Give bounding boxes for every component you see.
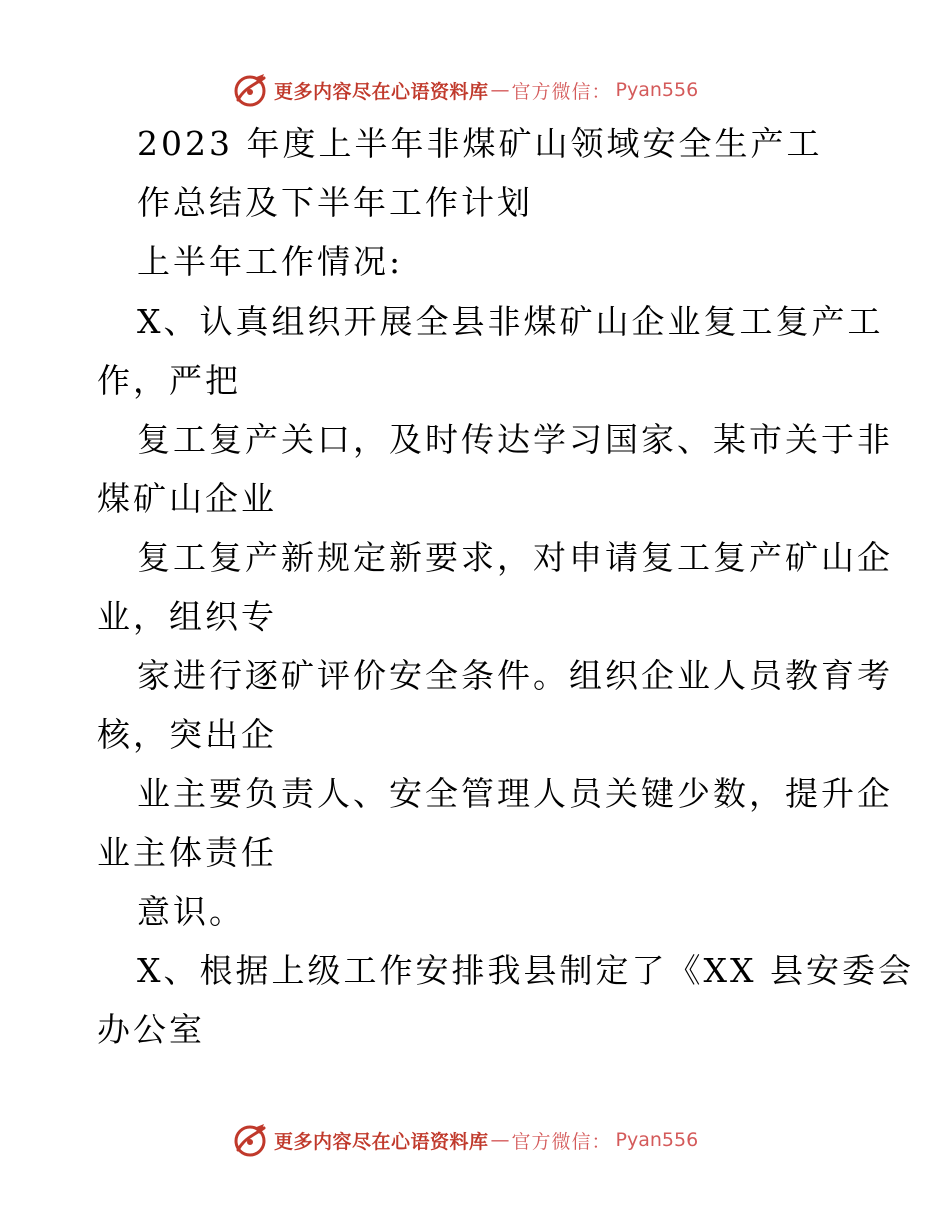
section-heading: 上半年工作情况:	[137, 242, 404, 281]
paragraph-line: 作，严把	[97, 361, 241, 400]
wechat-id: Pyan556	[615, 1129, 699, 1151]
brand-text: 更多内容尽在心语资料库	[274, 80, 489, 103]
paragraph-line: 业主要负责人、安全管理人员关键少数，提升企	[137, 774, 893, 813]
footer-banner	[230, 1120, 698, 1160]
brand-text: 更多内容尽在心语资料库	[274, 1130, 489, 1153]
paragraph-line: 办公室	[97, 1010, 205, 1049]
banner-dash: —	[490, 1129, 510, 1151]
paragraph-line: 煤矿山企业	[97, 479, 277, 518]
wechat-label: 官方微信：	[511, 80, 612, 103]
wechat-id: Pyan556	[615, 79, 699, 101]
paragraph-line: 意识。	[137, 892, 245, 931]
pen-nib-swirl-icon	[230, 1120, 270, 1160]
header-banner	[230, 70, 698, 110]
paragraph-line: 业，组织专	[97, 597, 277, 636]
wechat-label: 官方微信：	[511, 1130, 612, 1153]
paragraph-line: 核，突出企	[97, 715, 277, 754]
paragraph-line: 家进行逐矿评价安全条件。组织企业人员教育考	[137, 656, 893, 695]
pen-nib-swirl-icon	[230, 70, 270, 110]
paragraph-line: X、根据上级工作安排我县制定了《XX 县安委会	[137, 951, 914, 990]
title-line-2: 作总结及下半年工作计划	[137, 183, 533, 222]
paragraph-line: X、认真组织开展全县非煤矿山企业复工复产工	[137, 302, 884, 341]
paragraph-line: 复工复产新规定新要求，对申请复工复产矿山企	[137, 538, 893, 577]
paragraph-line: 业主体责任	[97, 833, 277, 872]
paragraph-line: 复工复产关口，及时传达学习国家、某市关于非	[137, 420, 893, 459]
title-line-1: 2023 年度上半年非煤矿山领域安全生产工	[137, 124, 823, 163]
banner-dash: —	[490, 79, 510, 101]
